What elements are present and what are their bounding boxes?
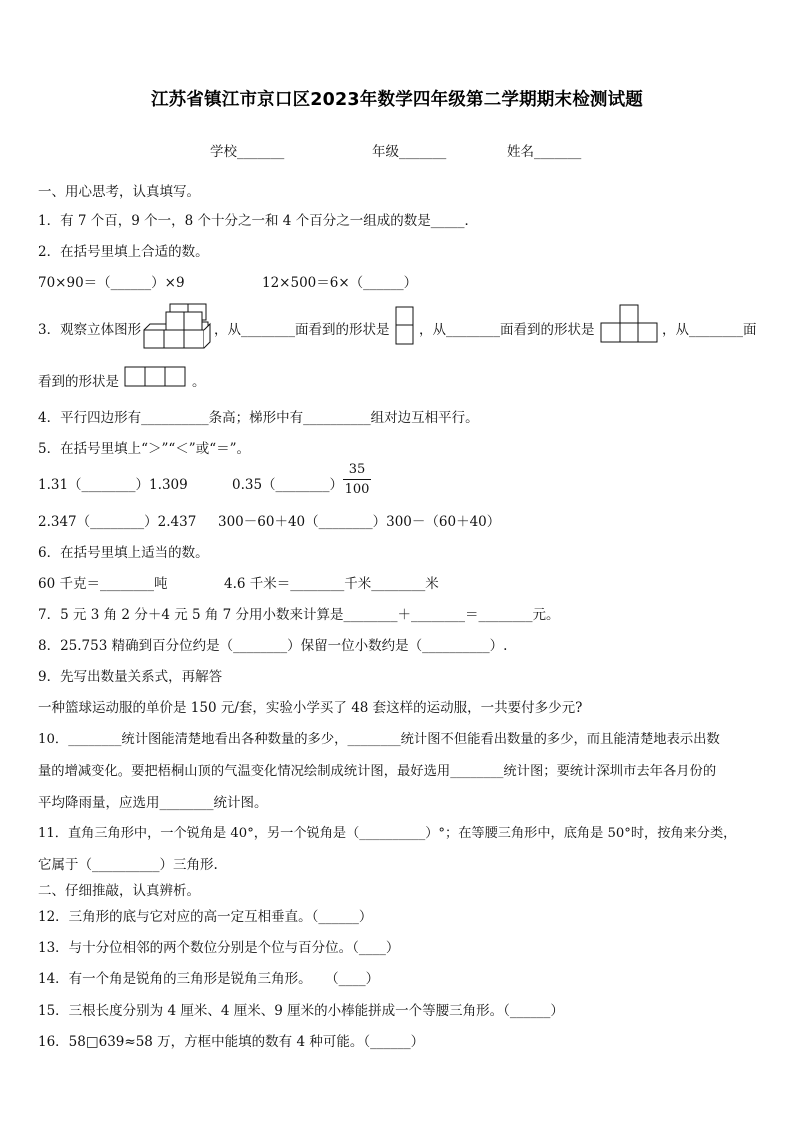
question-14: 14．有一个角是锐角的三角形是锐角三角形。 （____） — [38, 971, 380, 987]
question-3-part2: ，从________面看到的形状是 — [419, 322, 595, 338]
view-shape-vertical — [395, 306, 415, 346]
question-6a: 60 千克＝________吨 — [38, 576, 168, 592]
question-5d: 300－60＋40（________）300－（60＋40） — [218, 514, 501, 530]
question-9-body: 一种篮球运动服的单价是 150 元/套，实验小学买了 48 套这样的运动服，一共要付多少元? — [38, 700, 583, 716]
question-10-line3: 平均降雨量，应选用________统计图。 — [38, 795, 268, 811]
question-4: 4．平行四边形有__________条高；梯形中有__________组对边互相平行。 — [38, 410, 479, 426]
question-16: 16．58□639≈58 万，方框中能填的数有 4 种可能。（______） — [38, 1034, 425, 1050]
section-heading-2: 二、仔细推敲，认真辨析。 — [38, 883, 200, 899]
question-2: 2．在括号里填上合适的数。 — [38, 244, 209, 260]
question-3-part3: ，从________面 — [662, 322, 757, 338]
question-12: 12．三角形的底与它对应的高一定互相垂直。（______） — [38, 909, 373, 925]
question-2b: 12×500＝6×（______） — [262, 275, 418, 291]
question-11-line2: 它属于（__________）三角形. — [38, 857, 218, 873]
name-field: 姓名_______ — [507, 144, 582, 160]
question-11-line1: 11．直角三角形中，一个锐角是 40°，另一个锐角是（__________）°；在等腰三角形中，底角是 50°时，按角来分类， — [38, 826, 737, 841]
question-5c: 2.347（________）2.437 — [38, 514, 197, 530]
grade-field: 年级_______ — [372, 144, 447, 160]
question-5: 5．在括号里填上“＞”“＜”或“＝”。 — [38, 441, 250, 457]
question-1: 1．有 7 个百，9 个一，8 个十分之一和 4 个百分之一组成的数是_____． — [38, 213, 478, 229]
question-10-line2: 量的增减变化。要把梧桐山顶的气温变化情况绘制成统计图，最好选用________统计图；要统计深圳市去年各月份的 — [38, 764, 717, 779]
fraction-35-100 — [343, 462, 371, 497]
question-5a: 1.31（________）1.309 — [38, 477, 188, 493]
fraction-numerator: 35 — [348, 462, 366, 477]
question-3-part1: ，从________面看到的形状是 — [214, 322, 390, 338]
question-3-cont: 看到的形状是 — [38, 374, 119, 390]
question-3-lead: 3．观察立体图形 — [38, 322, 142, 338]
question-6b: 4.6 千米＝________千米________米 — [224, 576, 439, 592]
view-shape-t — [600, 304, 660, 344]
question-6: 6．在括号里填上适当的数。 — [38, 545, 209, 561]
school-field: 学校_______ — [210, 144, 285, 160]
section-heading-1: 一、用心思考，认真填写。 — [38, 184, 200, 200]
fraction-denominator: 100 — [344, 482, 370, 497]
question-7: 7．5 元 3 角 2 分＋4 元 5 角 7 分用小数来计算是________＋________＝________元。 — [38, 607, 560, 623]
view-shape-row — [124, 366, 188, 388]
page-title: 江苏省镇江市京口区2023年数学四年级第二学期期末检测试题 — [150, 90, 643, 110]
question-13: 13．与十分位相邻的两个数位分别是个位与百分位。（____） — [38, 940, 400, 956]
question-8: 8．25.753 精确到百分位约是（________）保留一位小数约是（__________）. — [38, 638, 508, 654]
question-5b: 0.35（________） — [232, 477, 344, 493]
question-9: 9．先写出数量关系式，再解答 — [38, 669, 223, 685]
question-15: 15．三根长度分别为 4 厘米、4 厘米、9 厘米的小棒能拼成一个等腰三角形。（______） — [38, 1003, 564, 1019]
question-3-end: 。 — [192, 374, 206, 390]
solid-figure-3d — [142, 302, 212, 350]
question-10-line1: 10．________统计图能清楚地看出各种数量的多少，________统计图不但能看出数量的多少，而且能清楚地表示出数 — [38, 732, 720, 747]
question-2a: 70×90＝（______）×9 — [38, 275, 185, 291]
